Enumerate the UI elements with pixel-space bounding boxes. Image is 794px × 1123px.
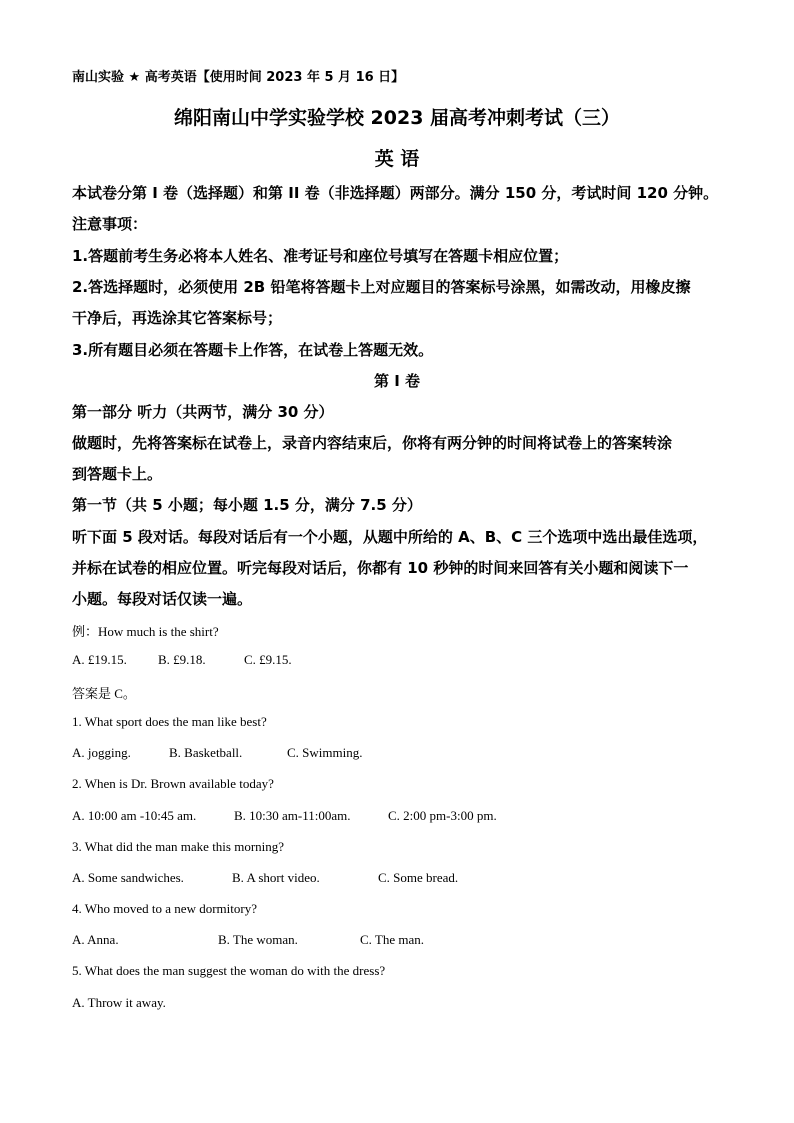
question-options bbox=[72, 745, 363, 761]
option: A. Anna. bbox=[72, 932, 119, 947]
page-header: 南山实验 ★ 高考英语【使用时间 2023 年 5 月 16 日】 bbox=[72, 70, 405, 85]
intro-text: 本试卷分第 I 卷（选择题）和第 II 卷（非选择题）两部分。满分 150 分，考试时间 120 分钟。 bbox=[72, 184, 719, 202]
volume-heading: 第 I 卷 bbox=[373, 372, 421, 390]
notice-heading: 注意事项： bbox=[72, 215, 148, 233]
option: B. £9.18. bbox=[158, 652, 206, 667]
option: C. Swimming. bbox=[287, 745, 363, 760]
notice-item: 干净后，再选涂其它答案标号； bbox=[72, 309, 283, 327]
section1-instruction: 听下面 5 段对话。每段对话后有一个小题，从题中所给的 A、B、C 三个选项中选出最佳选项， bbox=[72, 528, 708, 546]
example-options bbox=[72, 652, 292, 668]
subject-title: 英 语 bbox=[374, 148, 420, 170]
question-options bbox=[72, 932, 424, 948]
option: A. Throw it away. bbox=[72, 995, 166, 1010]
question-options bbox=[72, 870, 458, 886]
question-text: 1. What sport does the man like best? bbox=[72, 714, 267, 729]
notice-item: 3.所有题目必须在答题卡上作答，在试卷上答题无效。 bbox=[72, 341, 434, 359]
notice-item: 1.答题前考生务必将本人姓名、准考证号和座位号填写在答题卡相应位置； bbox=[72, 247, 569, 265]
example-question: 例：How much is the shirt? bbox=[72, 624, 219, 639]
option: C. 2:00 pm-3:00 pm. bbox=[388, 808, 497, 823]
option: A. jogging. bbox=[72, 745, 131, 760]
option: B. 10:30 am-11:00am. bbox=[234, 808, 351, 823]
section1-heading: 第一节（共 5 小题；每小题 1.5 分，满分 7.5 分） bbox=[72, 496, 422, 514]
section1-instruction: 并标在试卷的相应位置。听完每段对话后，你都有 10 秒钟的时间来回答有关小题和阅读下一 bbox=[72, 559, 689, 577]
notice-item: 2.答选择题时，必须使用 2B 铅笔将答题卡上对应题目的答案标号涂黑，如需改动，用橡皮擦 bbox=[72, 278, 691, 296]
option: B. A short video. bbox=[232, 870, 320, 885]
option: A. 10:00 am -10:45 am. bbox=[72, 808, 197, 823]
exam-title: 绵阳南山中学实验学校 2023 届高考冲刺考试（三） bbox=[173, 107, 621, 129]
part1-instruction: 到答题卡上。 bbox=[72, 465, 163, 483]
option: C. The man. bbox=[360, 932, 425, 947]
question-options bbox=[72, 995, 166, 1011]
part1-heading: 第一部分 听力（共两节，满分 30 分） bbox=[72, 403, 334, 421]
section1-instruction: 小题。每段对话仅读一遍。 bbox=[72, 590, 253, 608]
option: B. Basketball. bbox=[169, 745, 243, 760]
question-text: 2. When is Dr. Brown available today? bbox=[72, 776, 274, 791]
question-options bbox=[72, 808, 497, 824]
option: B. The woman. bbox=[218, 932, 298, 947]
part1-instruction: 做题时，先将答案标在试卷上，录音内容结束后，你将有两分钟的时间将试卷上的答案转涂 bbox=[72, 434, 673, 452]
option: C. Some bread. bbox=[378, 870, 459, 885]
question-text: 4. Who moved to a new dormitory? bbox=[72, 901, 257, 916]
option: A. Some sandwiches. bbox=[72, 870, 184, 885]
example-answer: 答案是 C。 bbox=[72, 686, 136, 701]
question-text: 5. What does the man suggest the woman do with the dress? bbox=[72, 963, 386, 978]
option: C. £9.15. bbox=[244, 652, 292, 667]
question-text: 3. What did the man make this morning? bbox=[72, 839, 285, 854]
option: A. £19.15. bbox=[72, 652, 127, 667]
